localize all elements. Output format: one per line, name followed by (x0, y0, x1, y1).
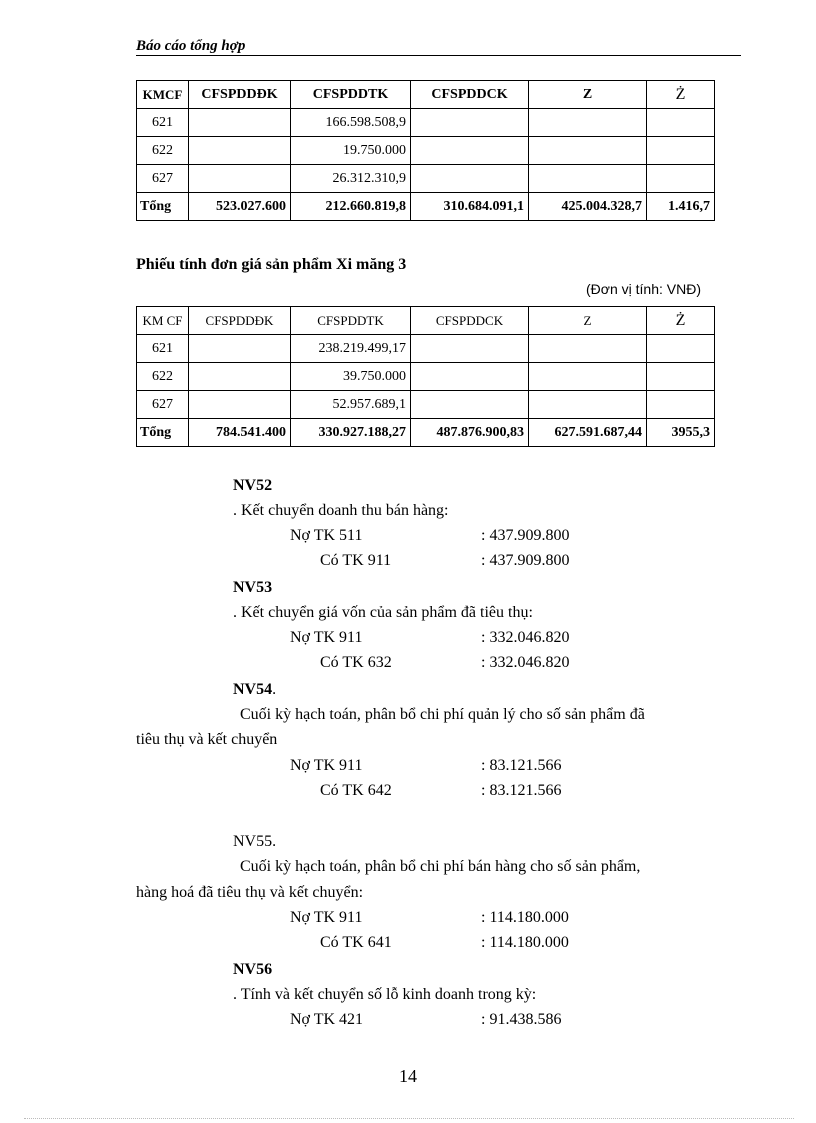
table-cell (189, 165, 291, 193)
table-cell: 310.684.091,1 (411, 193, 529, 221)
table-cell (529, 137, 647, 165)
entry-title (233, 681, 276, 699)
table-cell (529, 335, 647, 363)
credit-account: Có TK 642 (320, 782, 392, 799)
table-cell (529, 165, 647, 193)
table-cell: 1.416,7 (647, 193, 715, 221)
col-header: Z (529, 81, 647, 109)
credit-amount: : 332.046.820 (481, 654, 570, 671)
table-total-row (137, 419, 715, 447)
credit-amount: : 437.909.800 (481, 552, 570, 569)
table-cell: 212.660.819,8 (291, 193, 411, 221)
table-cell: 330.927.188,27 (291, 419, 411, 447)
entry-description-cont: hàng hoá đã tiêu thụ và kết chuyển: (136, 884, 364, 901)
table-total-row (137, 193, 715, 221)
table-row (137, 391, 715, 419)
table-cell: 627.591.687,44 (529, 419, 647, 447)
col-header: CFSPDDCK (411, 307, 529, 335)
debit-account: Nợ TK 911 (290, 629, 363, 646)
table-header-row (137, 81, 715, 109)
entry-title: NV53 (233, 579, 273, 596)
table-cell: 627 (137, 165, 189, 193)
debit-amount: : 91.438.586 (481, 1011, 562, 1028)
cost-table-1 (136, 80, 715, 221)
col-header: KM CF (137, 307, 189, 335)
table-cell (647, 391, 715, 419)
table-row (137, 335, 715, 363)
footer-rule (24, 1118, 794, 1119)
table-cell (529, 109, 647, 137)
table-cell (529, 363, 647, 391)
table-cell: 52.957.689,1 (291, 391, 411, 419)
debit-amount: : 114.180.000 (481, 909, 569, 926)
table-cell: 425.004.328,7 (529, 193, 647, 221)
section-title: Phiếu tính đơn giá sản phẩm Xi măng 3 (136, 256, 407, 273)
credit-account: Có TK 641 (320, 934, 392, 951)
cost-table-2 (136, 306, 715, 447)
table-cell (647, 335, 715, 363)
col-header: CFSPDDCK (411, 81, 529, 109)
table-cell: 487.876.900,83 (411, 419, 529, 447)
entry-description: Cuối kỳ hạch toán, phân bổ chi phí bán hàng cho số sản phẩm, (240, 858, 641, 875)
table-cell (647, 137, 715, 165)
credit-account: Có TK 911 (320, 552, 392, 569)
entry-description-cont: tiêu thụ và kết chuyển (136, 731, 278, 748)
entry-description: Cuối kỳ hạch toán, phân bổ chi phí quản lý cho số sản phẩm đã (240, 706, 645, 723)
entry-title-text: NV54 (233, 681, 273, 698)
table-cell: Tổng (137, 419, 189, 447)
credit-account: Có TK 632 (320, 654, 392, 671)
page-number: 14 (399, 1066, 417, 1086)
header-title: Báo cáo tổng hợp (136, 38, 246, 54)
debit-amount: : 437.909.800 (481, 527, 570, 544)
debit-account: Nợ TK 911 (290, 909, 363, 926)
debit-amount: : 83.121.566 (481, 757, 562, 774)
entry-title: NV52 (233, 477, 273, 494)
table-cell: 627 (137, 391, 189, 419)
table-cell: 621 (137, 109, 189, 137)
table-row (137, 165, 715, 193)
table-cell (411, 109, 529, 137)
table-cell: Tổng (137, 193, 189, 221)
entry-title: NV56 (233, 961, 273, 978)
table-cell (529, 391, 647, 419)
unit-note: (Đơn vị tính: VNĐ) (586, 281, 701, 297)
debit-amount: : 332.046.820 (481, 629, 570, 646)
table-cell (411, 137, 529, 165)
table-cell (189, 391, 291, 419)
table-cell: 238.219.499,17 (291, 335, 411, 363)
table-cell: 166.598.508,9 (291, 109, 411, 137)
col-header: Z (529, 307, 647, 335)
header-rule (136, 55, 741, 56)
table-cell (647, 109, 715, 137)
table-cell: 3955,3 (647, 419, 715, 447)
table-cell (189, 363, 291, 391)
table-cell (189, 137, 291, 165)
table-cell (411, 335, 529, 363)
table-cell (647, 363, 715, 391)
table-cell (411, 391, 529, 419)
credit-amount: : 83.121.566 (481, 782, 562, 799)
table-cell (647, 165, 715, 193)
table-cell: 784.541.400 (189, 419, 291, 447)
table-cell: 523.027.600 (189, 193, 291, 221)
col-header: Ż (647, 307, 715, 335)
table-row (137, 109, 715, 137)
table-cell: 39.750.000 (291, 363, 411, 391)
table-cell: 622 (137, 363, 189, 391)
table-cell: 622 (137, 137, 189, 165)
credit-amount: : 114.180.000 (481, 934, 569, 951)
entry-description: . Kết chuyển doanh thu bán hàng: (233, 502, 449, 519)
table-header-row (137, 307, 715, 335)
debit-account: Nợ TK 421 (290, 1011, 364, 1028)
col-header: CFSPDDĐK (189, 307, 291, 335)
table-cell: 26.312.310,9 (291, 165, 411, 193)
table-cell: 19.750.000 (291, 137, 411, 165)
col-header: CFSPDDTK (291, 307, 411, 335)
col-header: Ż (647, 81, 715, 109)
debit-account: Nợ TK 511 (290, 527, 363, 544)
entry-title: NV55. (233, 833, 277, 850)
entry-description: . Tính và kết chuyển số lỗ kinh doanh trong kỳ: (233, 986, 537, 1003)
table-row (137, 363, 715, 391)
table-cell (189, 109, 291, 137)
col-header: KMCF (137, 81, 189, 109)
table-cell (411, 165, 529, 193)
debit-account: Nợ TK 911 (290, 757, 363, 774)
col-header: CFSPDDĐK (189, 81, 291, 109)
entry-title-suffix: . (272, 681, 277, 698)
table-cell (411, 363, 529, 391)
table-row (137, 137, 715, 165)
col-header: CFSPDDTK (291, 81, 411, 109)
table-cell: 621 (137, 335, 189, 363)
table-cell (189, 335, 291, 363)
entry-description: . Kết chuyển giá vốn của sản phẩm đã tiêu thụ: (233, 604, 533, 621)
